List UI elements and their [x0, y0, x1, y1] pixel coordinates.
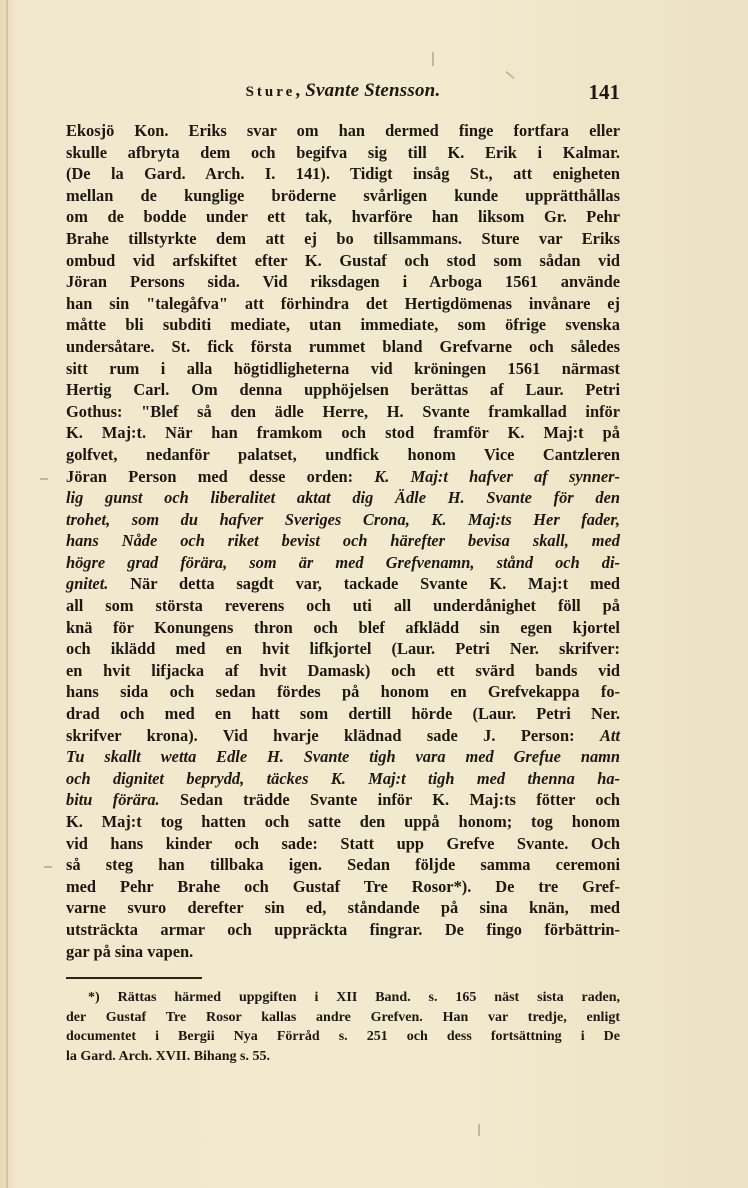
text-segment: varne svuro derefter sin ed, ståndande på sina knän, med [66, 898, 620, 918]
page-header [66, 80, 620, 106]
text-line [66, 703, 620, 725]
text-line [66, 509, 620, 531]
running-head-name: Svante Stensson. [305, 80, 441, 101]
text-segment: hans sida och sedan fördes på honom en Grefvekappa fo- [66, 682, 620, 702]
running-head: Sture, Svante Stensson. [245, 80, 441, 101]
italic-quote-segment: bitu förära. [66, 790, 160, 810]
italic-quote-segment: och dignitet beprydd, täckes K. Maj:t tigh med thenna ha- [66, 768, 620, 788]
text-line [66, 638, 620, 660]
text-segment: en hvit lifjacka af hvit Damask) och ett svärd bands vid [66, 660, 620, 680]
italic-quote-segment: gnitet. [66, 574, 109, 594]
text-line [66, 854, 620, 876]
text-line [66, 768, 620, 790]
text-segment: all som största reverens och uti all underdånighet föll på [66, 596, 620, 616]
speck-mark [44, 866, 52, 868]
text-segment: ombud vid arfskiftet efter K. Gustaf och stod som sådan vid [66, 250, 620, 270]
text-line [66, 185, 620, 207]
speck-mark [432, 52, 434, 66]
footnote-line: documentet i Bergii Nya Förråd s. 251 och dess fortsättning i De [66, 1029, 620, 1044]
text-line [66, 336, 620, 358]
text-segment: och iklädd med en hvit lifkjortel (Laur. Petri Ner. skrifver: [66, 639, 620, 659]
italic-quote-segment: Att [599, 725, 620, 745]
text-segment: Hertig Carl. Om denna upphöjelsen berättas af Laur. Petri [66, 380, 620, 400]
text-line [66, 250, 620, 272]
footnote-line: *) Rättas härmed uppgiften i XII Band. s. 165 näst sista raden, [88, 990, 620, 1005]
text-line [66, 120, 620, 142]
text-line [66, 206, 620, 228]
text-line [66, 444, 620, 466]
text-line [66, 876, 620, 898]
footnote-line: der Gustaf Tre Rosor kallas andre Grefven. Han var tredje, enligt [66, 1009, 620, 1025]
text-line [66, 293, 620, 315]
text-line [66, 530, 620, 552]
italic-quote-segment: trohet, som du hafver Sveriges Crona, K. Maj:ts Her fader, [66, 509, 620, 529]
text-line [66, 811, 620, 833]
text-line [66, 833, 620, 855]
text-segment: sitt rum i alla högtidligheterna vid kröningen 1561 närmast [66, 358, 620, 378]
text-segment: skulle afbryta dem och begifva sig till K. Erik i Kalmar. [66, 142, 620, 162]
italic-quote-segment: K. Maj:t hafver af synner- [374, 466, 620, 486]
text-segment: Brahe tillstyrkte dem att ej bo tillsammans. Sture var Eriks [66, 228, 620, 248]
footnote-line: la Gard. Arch. XVII. Bihang s. 55. [66, 1048, 270, 1064]
text-line [66, 725, 620, 747]
italic-quote-segment: lig gunst och liberalitet aktat dig Ädle H. Svante för den [66, 488, 620, 508]
text-segment: med Pehr Brahe och Gustaf Tre Rosor*). De tre Gref- [66, 876, 620, 896]
text-line [66, 660, 620, 682]
text-segment: knä för Konungens thron och blef afklädd sin egen kjortel [66, 617, 620, 637]
text-line [66, 552, 620, 574]
speck-mark [506, 71, 515, 79]
text-line [66, 379, 620, 401]
text-segment: han sin "talegåfva" att förhindra det Hertigdömenas invånare ej [66, 293, 620, 313]
text-line [66, 163, 620, 185]
text-segment: vid hans kinder och sade: Statt upp Grefve Svante. Och [66, 833, 620, 853]
text-segment: mellan de kunglige bröderne svårligen kunde upprätthållas [66, 185, 620, 205]
text-line [66, 746, 620, 768]
text-segment: Sedan trädde Svante inför K. Maj:ts fötter och [159, 790, 620, 810]
text-line [66, 466, 620, 488]
text-line [66, 401, 620, 423]
text-segment: utsträckta armar och uppräckta fingrar. De fingo förbättrin- [66, 919, 620, 939]
text-line [66, 595, 620, 617]
text-line [66, 271, 620, 293]
text-segment: När detta sagdt var, tackade Svante K. Maj:t med [108, 574, 620, 594]
text-line [66, 789, 620, 811]
page-number: 141 [588, 80, 620, 104]
text-line [66, 941, 620, 963]
running-head-surname: Sture [245, 84, 296, 100]
text-segment: Jöran Persons sida. Vid riksdagen i Arboga 1561 använde [66, 272, 620, 292]
text-line [66, 142, 620, 164]
footnote-rule [66, 977, 202, 979]
text-segment: Ekosjö Kon. Eriks svar om han dermed finge fortfara eller [66, 121, 620, 140]
footnote [66, 988, 620, 1066]
text-line [66, 487, 620, 509]
text-segment: drad och med en hatt som dertill hörde (Laur. Petri Ner. [66, 704, 620, 724]
text-segment: undersåtare. St. fick första rummet bland Grefvarne och således [66, 336, 620, 356]
text-line [66, 422, 620, 444]
main-text [66, 120, 620, 962]
text-segment: Gothus: "Blef så den ädle Herre, H. Svante framkallad inför [66, 401, 620, 421]
text-segment: K. Maj:t tog hatten och satte den uppå honom; tog honom [66, 812, 620, 831]
text-segment: (De la Gard. Arch. I. 141). Tidigt insåg St., att enigheten [66, 164, 620, 184]
text-segment: måtte bli subditi mediate, utan immediate, som öfrige svenska [66, 315, 620, 335]
italic-quote-segment: Tu skallt wetta Edle H. Svante tigh vara med Grefue namn [66, 747, 620, 767]
italic-quote-segment: hans Nåde och riket bevist och härefter bevisa skall, med [66, 531, 620, 551]
text-line [66, 919, 620, 941]
italic-quote-segment: högre grad förära, som är med Grefvenamn, stånd och di- [66, 552, 620, 572]
text-segment: så steg han tillbaka igen. Sedan följde samma ceremoni [66, 855, 620, 875]
text-line [66, 897, 620, 919]
text-segment: golfvet, nedanför palatset, undfick honom Vice Cantzleren [66, 444, 620, 464]
page-edge-shadow [6, 0, 8, 1188]
text-segment: gar på sina vapen. [66, 941, 194, 961]
text-line [66, 228, 620, 250]
text-segment: om de bodde under ett tak, hvarföre han liksom Gr. Pehr [66, 207, 620, 227]
text-line [66, 358, 620, 380]
text-line [66, 573, 620, 595]
text-line [66, 314, 620, 336]
text-segment: skrifver krona). Vid hvarje klädnad sade J. Person: [66, 725, 600, 745]
speck-mark [40, 478, 48, 480]
text-segment: Jöran Person med desse orden: [66, 466, 375, 486]
text-line [66, 681, 620, 703]
text-segment: K. Maj:t. När han framkom och stod framför K. Maj:t på [66, 423, 620, 443]
speck-mark [478, 1124, 480, 1136]
text-line [66, 617, 620, 639]
